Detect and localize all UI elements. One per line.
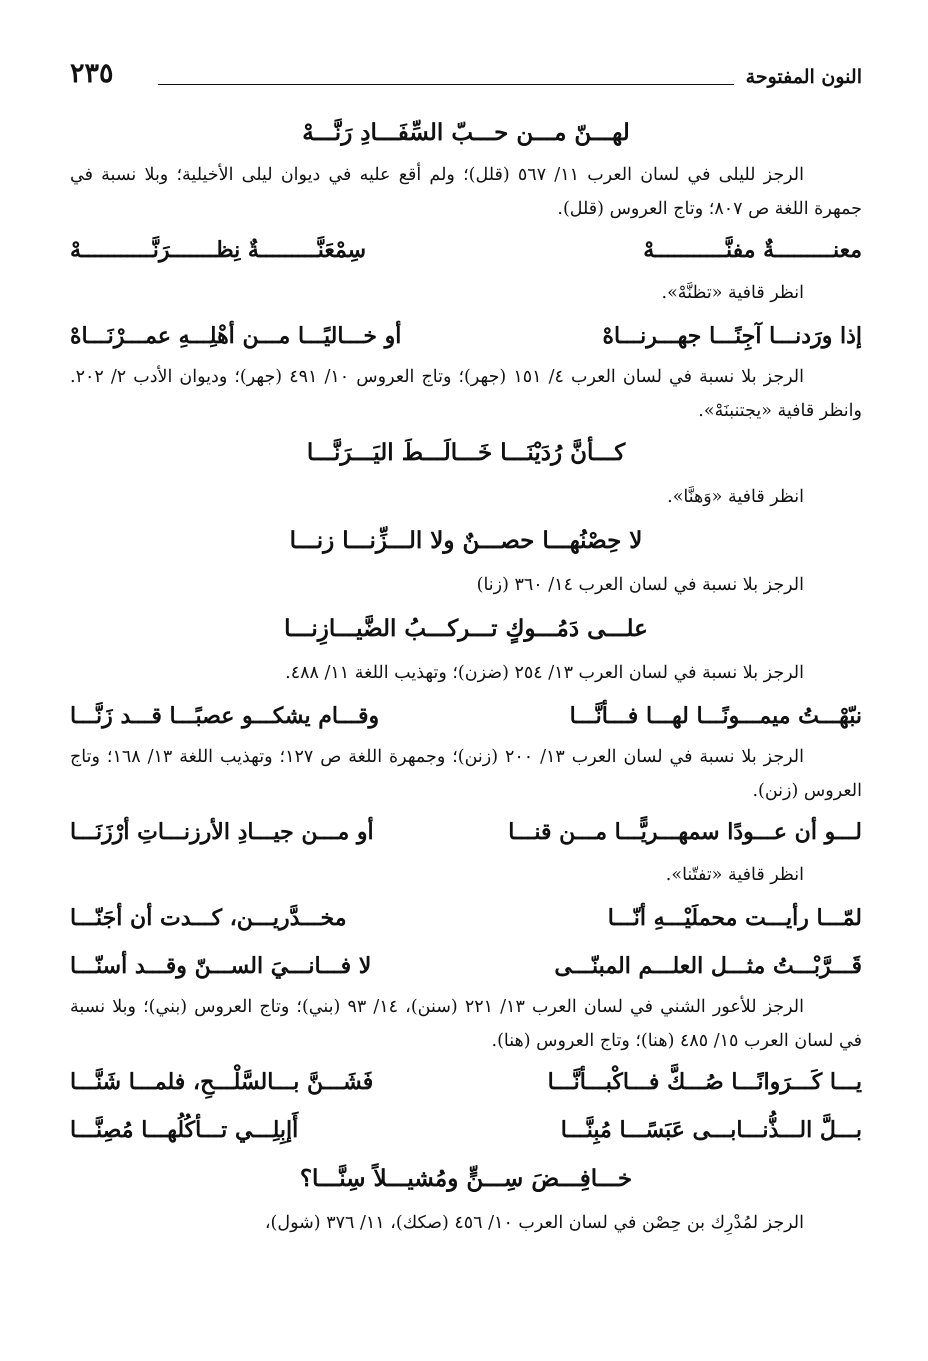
second-hemistich: أو مـــن جيـــادِ الأرزنـــاتِ أرْزَنَـــا — [70, 819, 374, 845]
verse-line: خـــافِـــضَ سِـــنٍّ ومُشيـــلاً سِنَّـــا؟ — [299, 1165, 633, 1192]
verse-couplet — [70, 692, 862, 740]
citation-note: الرجز لمُدْرِك بن حِصْن في لسان العرب ١٠/ ٤٥٦ (صكك)، ١١/ ٣٧٦ (شول)، — [264, 1213, 804, 1233]
citation-note: الرجز بلا نسبة في لسان العرب ١٤/ ٣٦٠ (زنا) — [476, 575, 804, 595]
page-number: ٢٣٥ — [70, 58, 114, 89]
first-hemistich: لـــو أن عـــودًا سمهـــريًّـــا مـــن قنـــا — [508, 819, 862, 845]
first-hemistich: قَـــرَّبْـــتُ مثـــل العلـــم المبنّـــى — [554, 953, 862, 979]
first-hemistich: إذا ورَدنـــا آجِنًـــا جهـــرنـــاهْ — [602, 323, 862, 349]
second-hemistich: وقـــام يشكـــو عصبًـــا قـــد زَنَّـــا — [70, 703, 380, 729]
chapter-title: النون المفتوحة — [745, 66, 862, 88]
verse-line: لا حِصْنُهـــا حصـــنٌ ولا الـــزِّنـــا زنـــا — [289, 527, 643, 554]
second-hemistich: أو خـــاليًـــا مـــن أهْلِـــهِ عمـــرْنَـــاهْ — [70, 323, 402, 349]
citation-note: الرجز للأعور الشني في لسان العرب ١٣/ ٢٢١ (سنن)، ١٤/ ٩٣ (بني)؛ وتاج العروس (بني)؛ وبلا نسبة في لسان العرب ١٥/ ٤٨٥ (هنا)؛ وتاج العروس (هنا). — [70, 997, 862, 1051]
first-hemistich: يـــا كَـــرَوانًـــا صُـــكَّ فـــاكْبـــأنَّـــا — [547, 1069, 862, 1095]
verse-couplet — [70, 808, 862, 856]
second-hemistich: مخـــدَّريـــن، كـــدت أن أجَنّـــا — [70, 905, 347, 931]
first-hemistich: نبّهْـــتُ ميمـــونًـــا لهـــا فـــأنَّـــا — [569, 703, 862, 729]
second-hemistich: أَإبِلِـــي تـــأكُلُهـــا مُصِنَّـــا — [70, 1117, 299, 1143]
citation-note: الرجز بلا نسبة في لسان العرب ١٣/ ٢٥٤ (ضزن)؛ وتهذيب اللغة ١١/ ٤٨٨. — [285, 663, 804, 683]
second-hemistich: فَشَـــنَّ بـــالسَّلْـــحِ، فلمـــا شَنَّـــا — [70, 1069, 374, 1095]
second-hemistich: لا فـــانـــيَ الســـنّ وقـــد أسنّـــا — [70, 953, 372, 979]
verse-couplet — [70, 942, 862, 990]
verse-couplet — [70, 1058, 862, 1106]
verse-couplet — [70, 312, 862, 360]
running-header — [70, 58, 862, 98]
header-rule — [158, 84, 734, 85]
verse-line: كـــأنَّ رُدَيْنَـــا خَـــالَـــطَ اليَـــرَنَّـــا — [306, 439, 626, 466]
verse-line: علـــى دَمُـــوكٍ تـــركـــبُ الضَّيـــازِنـــا — [284, 615, 648, 642]
second-hemistich: سِمْعَنَّـــــــــةٌ نِظـــــــرَنَّـــــــــــهْ — [70, 237, 367, 263]
first-hemistich: لمّـــا رأيـــت محملَيْـــهِ أنّـــا — [607, 905, 862, 931]
first-hemistich: معنـــــــــةٌ مفنَّـــــــــــهْ — [643, 237, 862, 263]
verse-couplet — [70, 1106, 862, 1154]
verse-line: لهـــنّ مـــن حـــبّ السِّفَـــادِ رَنَّـــهْ — [302, 119, 630, 146]
cross-reference: انظر قافية «وَهنَّا». — [667, 487, 804, 507]
verse-couplet — [70, 894, 862, 942]
page-body — [70, 108, 862, 1242]
verse-couplet — [70, 226, 862, 274]
citation-note: الرجز بلا نسبة في لسان العرب ٤/ ١٥١ (جهر)؛ وتاج العروس ١٠/ ٤٩١ (جهر)؛ وديوان الأدب ٢/ ٢٠٢. وانظر قافية «يجتنبنَهْ». — [70, 367, 862, 421]
citation-note: الرجز لليلى في لسان العرب ١١/ ٥٦٧ (قلل)؛ ولم أقع عليه في ديوان ليلى الأخيلية؛ وبلا نسبة في جمهرة اللغة ص ٨٠٧؛ وتاج العروس (قلل). — [70, 165, 862, 219]
citation-note: الرجز بلا نسبة في لسان العرب ١٣/ ٢٠٠ (زنن)؛ وجمهرة اللغة ص ١٢٧؛ وتهذيب اللغة ١٣/ ١٦٨؛ وتاج العروس (زنن). — [70, 747, 862, 801]
first-hemistich: بـــلَّ الـــذُّنـــابـــى عَبَسًـــا مُبِنَّـــا — [560, 1117, 862, 1143]
cross-reference: انظر قافية «تظنَّهْ». — [661, 283, 804, 303]
cross-reference: انظر قافية «تفتّنا». — [665, 865, 804, 885]
